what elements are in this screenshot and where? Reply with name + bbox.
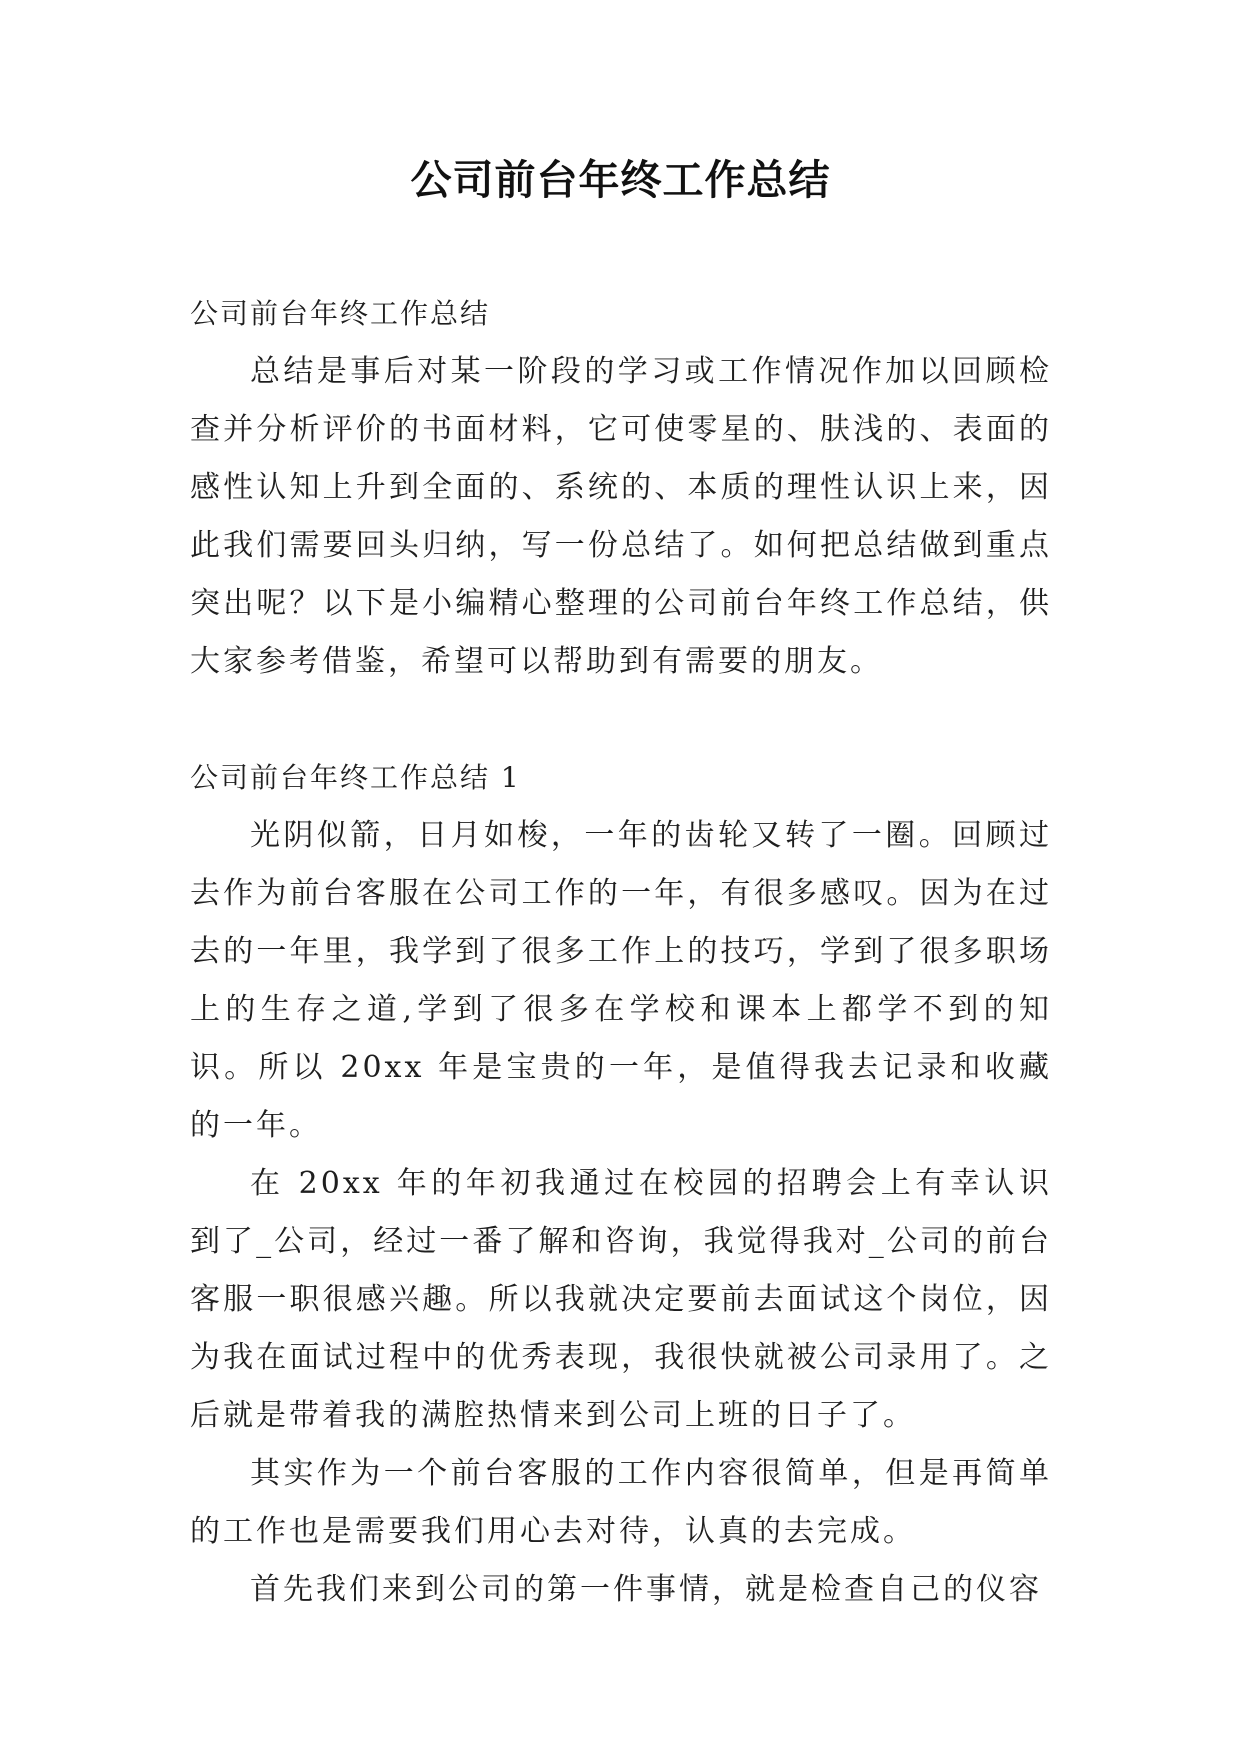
- intro-paragraph: 总结是事后对某一阶段的学习或工作情况作加以回顾检查并分析评价的书面材料，它可使零星的、肤浅的、表面的感性认知上升到全面的、系统的、本质的理性认识上来，因此我们需要回头归纳，写一份总结了。如何把总结做到重点突出呢？以下是小编精心整理的公司前台年终工作总结，供大家参考借鉴，希望可以帮助到有需要的朋友。: [190, 354, 1052, 679]
- section-1-paragraph-2: 在 20xx 年的年初我通过在校园的招聘会上有幸认识到了_公司，经过一番了解和咨询，我觉得我对_公司的前台客服一职很感兴趣。所以我就决定要前去面试这个岗位，因为我在面试过程中的优秀表现，我很快就被公司录用了。之后就是带着我的满腔热情来到公司上班的日子了。: [190, 1166, 1052, 1433]
- section-1-paragraph-4: 首先我们来到公司的第一件事情，就是检查自己的仪容: [250, 1572, 1042, 1607]
- section-1-paragraph-1: 光阴似箭，日月如梭，一年的齿轮又转了一圈。回顾过去作为前台客服在公司工作的一年，有很多感叹。因为在过去的一年里，我学到了很多工作上的技巧，学到了很多职场上的生存之道,学到了很多在学校和课本上都学不到的知识。所以 20xx 年是宝贵的一年，是值得我去记录和收藏的一年。: [190, 818, 1052, 1143]
- document-body: [190, 285, 1052, 1619]
- section-1-heading: 公司前台年终工作总结 1: [190, 761, 521, 794]
- intro-heading: 公司前台年终工作总结: [190, 297, 491, 330]
- section-spacer: [190, 691, 1052, 749]
- document-title: 公司前台年终工作总结: [410, 156, 831, 204]
- section-1-paragraph-3: 其实作为一个前台客服的工作内容很简单，但是再简单的工作也是需要我们用心去对待，认真的去完成。: [190, 1456, 1052, 1549]
